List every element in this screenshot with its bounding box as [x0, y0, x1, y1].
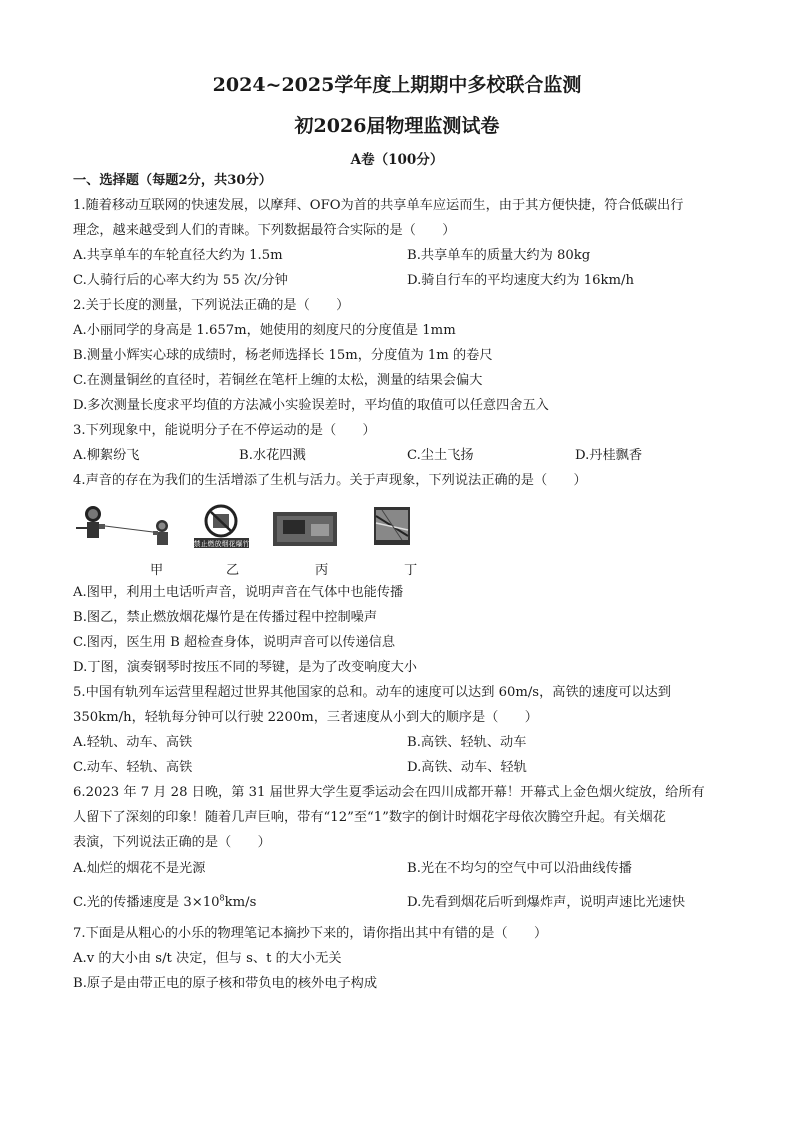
section-a-label: A卷（100分）	[350, 152, 444, 168]
q5-option-d: D.高铁、动车、轻轨	[407, 760, 527, 775]
q3-option-a: A.柳絮纷飞	[73, 448, 140, 463]
q5-option-c: C.动车、轻轨、高铁	[73, 760, 193, 775]
q6-option-c-exponent: 8	[219, 893, 225, 903]
q6-stem-line2: 人留下了深刻的印象！随着几声巨响，带有“12”至“1”数字的倒计时烟花字母依次腾空升起。有关烟花	[73, 810, 666, 825]
q6-option-a: A.灿烂的烟花不是光源	[73, 861, 206, 876]
q4-option-d: D.丁图，演奏钢琴时按压不同的琴键，是为了改变响度大小	[73, 660, 417, 675]
q1-stem-line2: 理念，越来越受到人们的青睐。下列数据最符合实际的是（ ）	[73, 223, 456, 238]
q6-option-b: B.光在不均匀的空气中可以沿曲线传播	[407, 861, 632, 876]
q1-option-d: D.骑自行车的平均速度大约为 16km/h	[407, 273, 634, 288]
exam-title: 2024~2025学年度上期期中多校联合监测	[212, 74, 582, 96]
q4-fig-label-yi: 乙	[226, 563, 240, 578]
q4-option-c: C.图丙，医生用 B 超检查身体，说明声音可以传递信息	[73, 635, 396, 650]
q4-fig-label-ding: 丁	[404, 563, 418, 578]
q6-stem-line3: 表演，下列说法正确的是（ ）	[73, 835, 271, 850]
q6-stem-line1: 6.2023 年 7 月 28 日晚，第 31 届世界大学生夏季运动会在四川成都开幕！开幕式上金色烟火绽放，给所有	[73, 785, 705, 800]
q6-option-c-text: C.光的传播速度是 3×10	[73, 895, 220, 910]
section1-heading: 一、选择题（每题2分，共30分）	[73, 173, 272, 188]
q7-option-a: A.v 的大小由 s/t 决定，但与 s、t 的大小无关	[73, 951, 342, 966]
q3-option-c: C.尘土飞扬	[407, 448, 474, 463]
q5-stem-line1: 5.中国有轨列车运营里程超过世界其他国家的总和。动车的速度可以达到 60m/s，高铁的速度可以达到	[73, 685, 671, 700]
q6-option-c-unit: km/s	[224, 895, 257, 910]
q4-figures	[73, 504, 413, 552]
q4-option-a: A.图甲，利用土电话听声音，说明声音在气体中也能传播	[73, 585, 404, 600]
q2-option-d: D.多次测量长度求平均值的方法减小实验误差时，平均值的取值可以任意四舍五入	[73, 398, 549, 413]
q3-stem: 3.下列现象中，能说明分子在不停运动的是（ ）	[73, 423, 376, 438]
q4-stem: 4.声音的存在为我们的生活增添了生机与活力。关于声现象，下列说法正确的是（ ）	[73, 473, 587, 488]
q1-option-b: B.共享单车的质量大约为 80kg	[407, 248, 591, 263]
q4-option-b: B.图乙，禁止燃放烟花爆竹是在传播过程中控制噪声	[73, 610, 378, 625]
q2-option-b: B.测量小辉实心球的成绩时，杨老师选择长 15m，分度值为 1m 的卷尺	[73, 348, 493, 363]
no-fireworks-sign-text: 禁止燃放烟花爆竹	[193, 540, 250, 548]
q1-option-a: A.共享单车的车轮直径大约为 1.5m	[73, 248, 283, 263]
q6-option-d: D.先看到烟花后听到爆炸声，说明声速比光速快	[407, 895, 686, 910]
q2-stem: 2.关于长度的测量，下列说法正确的是（ ）	[73, 298, 350, 313]
ultrasound-photo-figure	[273, 512, 337, 546]
q2-option-a: A.小丽同学的身高是 1.657m，她使用的刻度尺的分度值是 1mm	[73, 323, 456, 338]
q5-option-a: A.轻轨、动车、高铁	[73, 735, 193, 750]
q3-option-d: D.丹桂飘香	[575, 448, 643, 463]
q4-fig-label-jia: 甲	[150, 563, 164, 578]
q1-stem-line1: 1.随着移动互联网的快速发展，以摩拜、OFO为首的共享单车应运而生，由于其方便快捷，符合低碳出行	[73, 198, 684, 213]
no-fireworks-sign-figure	[194, 506, 250, 548]
q1-option-c: C.人骑行后的心率大约为 55 次/分钟	[73, 273, 288, 288]
q3-option-b: B.水花四溅	[239, 448, 306, 463]
tin-can-phone-figure	[76, 506, 168, 545]
exam-subtitle: 初2026届物理监测试卷	[294, 115, 500, 137]
q7-option-b: B.原子是由带正电的原子核和带负电的核外电子构成	[73, 976, 378, 991]
q4-fig-label-bing: 丙	[315, 563, 329, 578]
piano-keys-photo-figure	[374, 507, 410, 545]
q7-stem: 7.下面是从粗心的小乐的物理笔记本摘抄下来的，请你指出其中有错的是（ ）	[73, 926, 548, 941]
q5-stem-line2: 350km/h，轻轨每分钟可以行驶 2200m，三者速度从小到大的顺序是（ ）	[73, 710, 538, 725]
q5-option-b: B.高铁、轻轨、动车	[407, 735, 527, 750]
q6-option-c	[73, 894, 256, 912]
q2-option-c: C.在测量铜丝的直径时，若铜丝在笔杆上缠的太松，测量的结果会偏大	[73, 373, 483, 388]
